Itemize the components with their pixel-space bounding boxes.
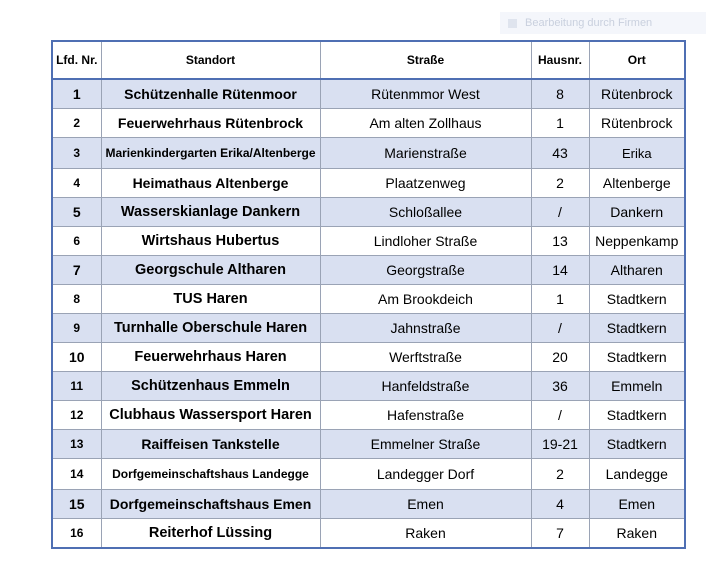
- cell-hausnr: 4: [531, 490, 589, 519]
- cell-hausnr: 7: [531, 519, 589, 549]
- cell-hausnr: 13: [531, 227, 589, 256]
- cell-ort: Stadtkern: [589, 430, 685, 459]
- header-ort: Ort: [589, 41, 685, 79]
- cell-nr: 2: [52, 109, 101, 138]
- cell-strasse: Georgstraße: [320, 256, 531, 285]
- cell-strasse: Lindloher Straße: [320, 227, 531, 256]
- cell-strasse: Emmelner Straße: [320, 430, 531, 459]
- cell-ort: Stadtkern: [589, 343, 685, 372]
- cell-ort: Altharen: [589, 256, 685, 285]
- cell-standort: Clubhaus Wassersport Haren: [101, 401, 320, 430]
- cell-ort: Stadtkern: [589, 285, 685, 314]
- table-row: [52, 401, 685, 430]
- cell-strasse: Landegger Dorf: [320, 459, 531, 490]
- cell-nr: 10: [52, 343, 101, 372]
- cell-strasse: Werftstraße: [320, 343, 531, 372]
- cell-nr: 8: [52, 285, 101, 314]
- cell-ort: Neppenkamp: [589, 227, 685, 256]
- cell-standort: Raiffeisen Tankstelle: [101, 430, 320, 459]
- cell-nr: 5: [52, 198, 101, 227]
- cell-standort: Feuerwehrhaus Rütenbrock: [101, 109, 320, 138]
- cell-nr: 14: [52, 459, 101, 490]
- cell-nr: 15: [52, 490, 101, 519]
- cell-strasse: Am Brookdeich: [320, 285, 531, 314]
- cell-ort: Dankern: [589, 198, 685, 227]
- cell-nr: 3: [52, 138, 101, 169]
- table-row: [52, 256, 685, 285]
- table-row: [52, 343, 685, 372]
- cell-strasse: Emen: [320, 490, 531, 519]
- cell-standort: Schützenhalle Rütenmoor: [101, 79, 320, 109]
- cell-hausnr: 2: [531, 169, 589, 198]
- cell-nr: 4: [52, 169, 101, 198]
- cell-ort: Stadtkern: [589, 401, 685, 430]
- table-row: [52, 285, 685, 314]
- table-row: [52, 314, 685, 343]
- cell-ort: Raken: [589, 519, 685, 549]
- faded-toolbar-label: Bearbeitung durch Firmen: [525, 17, 653, 29]
- cell-nr: 13: [52, 430, 101, 459]
- cell-hausnr: /: [531, 198, 589, 227]
- cell-strasse: Am alten Zollhaus: [320, 109, 531, 138]
- table-row: [52, 169, 685, 198]
- table-row: [52, 519, 685, 549]
- cell-standort: Marienkindergarten Erika/Altenberge: [101, 138, 320, 169]
- cell-ort: Rütenbrock: [589, 109, 685, 138]
- cell-hausnr: 1: [531, 285, 589, 314]
- cell-ort: Emen: [589, 490, 685, 519]
- cell-standort: Schützenhaus Emmeln: [101, 372, 320, 401]
- cell-nr: 12: [52, 401, 101, 430]
- cell-strasse: Jahnstraße: [320, 314, 531, 343]
- cell-standort: Feuerwehrhaus Haren: [101, 343, 320, 372]
- cell-hausnr: 43: [531, 138, 589, 169]
- cell-ort: Landegge: [589, 459, 685, 490]
- cell-nr: 16: [52, 519, 101, 549]
- table-row: [52, 430, 685, 459]
- cell-strasse: Raken: [320, 519, 531, 549]
- locations-table: [51, 40, 686, 549]
- table-row: [52, 198, 685, 227]
- cell-hausnr: 20: [531, 343, 589, 372]
- cell-strasse: Schloßallee: [320, 198, 531, 227]
- table-row: [52, 109, 685, 138]
- table-row: [52, 372, 685, 401]
- header-hausnr: Hausnr.: [531, 41, 589, 79]
- cell-standort: Dorfgemeinschaftshaus Emen: [101, 490, 320, 519]
- cell-standort: Wasserskianlage Dankern: [101, 198, 320, 227]
- cell-hausnr: /: [531, 314, 589, 343]
- cell-ort: Rütenbrock: [589, 79, 685, 109]
- cell-standort: TUS Haren: [101, 285, 320, 314]
- cell-ort: Emmeln: [589, 372, 685, 401]
- cell-nr: 6: [52, 227, 101, 256]
- cell-strasse: Marienstraße: [320, 138, 531, 169]
- cell-standort: Reiterhof Lüssing: [101, 519, 320, 549]
- cell-hausnr: 19-21: [531, 430, 589, 459]
- table-row: [52, 138, 685, 169]
- header-strasse: Straße: [320, 41, 531, 79]
- cell-standort: Turnhalle Oberschule Haren: [101, 314, 320, 343]
- table-row: [52, 459, 685, 490]
- table-header-row: [52, 41, 685, 79]
- cell-strasse: Hanfeldstraße: [320, 372, 531, 401]
- cell-ort: Altenberge: [589, 169, 685, 198]
- cell-standort: Dorfgemeinschaftshaus Landegge: [101, 459, 320, 490]
- cell-nr: 9: [52, 314, 101, 343]
- cell-strasse: Rütenmmor West: [320, 79, 531, 109]
- cell-hausnr: 14: [531, 256, 589, 285]
- faded-toolbar-button[interactable]: [500, 12, 706, 34]
- faded-square-icon: [508, 19, 517, 28]
- cell-hausnr: 36: [531, 372, 589, 401]
- cell-standort: Heimathaus Altenberge: [101, 169, 320, 198]
- cell-standort: Wirtshaus Hubertus: [101, 227, 320, 256]
- cell-hausnr: 1: [531, 109, 589, 138]
- cell-nr: 1: [52, 79, 101, 109]
- cell-nr: 7: [52, 256, 101, 285]
- cell-standort: Georgschule Altharen: [101, 256, 320, 285]
- cell-strasse: Plaatzenweg: [320, 169, 531, 198]
- cell-ort: Erika: [589, 138, 685, 169]
- cell-ort: Stadtkern: [589, 314, 685, 343]
- table-row: [52, 227, 685, 256]
- cell-nr: 11: [52, 372, 101, 401]
- table-row: [52, 490, 685, 519]
- cell-hausnr: 2: [531, 459, 589, 490]
- header-nr: Lfd. Nr.: [52, 41, 101, 79]
- header-standort: Standort: [101, 41, 320, 79]
- cell-hausnr: 8: [531, 79, 589, 109]
- cell-hausnr: /: [531, 401, 589, 430]
- table-row: [52, 79, 685, 109]
- cell-strasse: Hafenstraße: [320, 401, 531, 430]
